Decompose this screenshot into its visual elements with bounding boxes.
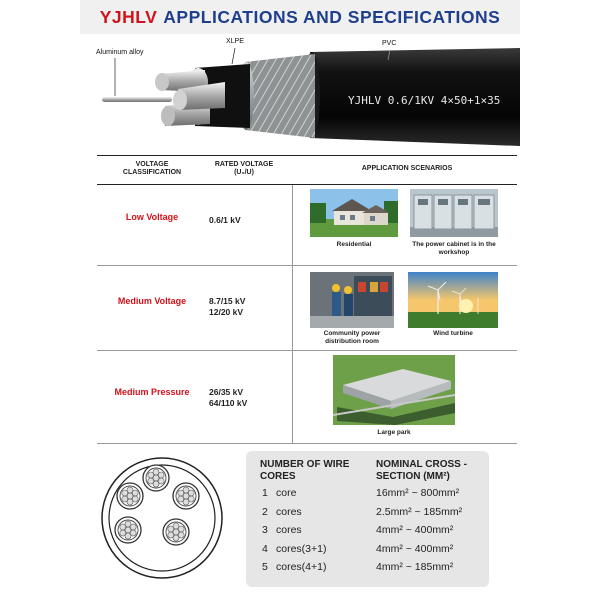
- spec-row-range: 16mm² ~ 800mm²: [376, 487, 460, 499]
- spec-row-number: 5: [262, 561, 268, 573]
- spec-row-range: 4mm² ~ 400mm²: [376, 542, 454, 555]
- rated-voltage-pressure-2: 64/110 kV: [209, 398, 248, 408]
- cross-section-header: NOMINAL CROSS -SECTION (MM²): [376, 459, 467, 482]
- table-header: [97, 155, 517, 185]
- table-row: [97, 185, 517, 266]
- voltage-classification-header: VOLTAGE CLASSIFICATION: [122, 161, 182, 176]
- cable-print-text: YJHLV 0.6/1KV 4×50+1×35: [348, 94, 501, 107]
- residential-photo: [310, 189, 398, 237]
- caption-residential: Residential: [336, 241, 372, 248]
- spec-row-range: 4mm² ~ 400mm²: [376, 524, 454, 536]
- spec-row-number: 3: [262, 524, 268, 536]
- cores-header: NUMBER OF WIRE CORES: [260, 459, 350, 482]
- rated-voltage-low: 0.6/1 kV: [209, 215, 241, 225]
- caption-large-park: Large park: [377, 429, 411, 436]
- spec-row-range: 4mm² ~ 185mm²: [376, 561, 454, 573]
- xlpe-label: XLPE: [226, 38, 244, 45]
- cross-section-icon: [100, 450, 228, 591]
- rated-voltage-pressure-1: 26/35 kV: [209, 387, 244, 397]
- brand-title: YJHLV: [99, 6, 158, 27]
- voltage-class-medium: Medium Voltage: [117, 296, 187, 306]
- power-cabinet-photo: [410, 189, 498, 237]
- spec-row-number: 2: [262, 505, 268, 518]
- table-row: [97, 351, 517, 444]
- spec-row-number: 1: [262, 487, 268, 499]
- spec-row-cores: core: [276, 487, 297, 499]
- application-table: [97, 155, 517, 444]
- spec-row-range: 2.5mm² ~ 185mm²: [376, 505, 463, 518]
- spec-row-cores: cores: [276, 505, 302, 518]
- rated-voltage-medium-1: 8.7/15 kV: [209, 296, 246, 306]
- table-row: [97, 266, 517, 351]
- large-park-photo: [333, 355, 455, 425]
- specification-box: [246, 451, 489, 587]
- spec-row-cores: cores(4+1): [276, 561, 327, 573]
- spec-row-number: 4: [262, 542, 268, 555]
- caption-power-cabinet: The power cabinet is in the workshop: [412, 241, 496, 256]
- cable-illustration: [80, 34, 520, 154]
- pvc-label: PVC: [382, 40, 397, 47]
- rated-voltage-header: RATED VOLTAGE (U₀/U): [214, 161, 274, 176]
- page-title: APPLICATIONS AND SPECIFICATIONS: [163, 6, 501, 27]
- wind-turbine-photo: [408, 272, 498, 328]
- distribution-room-photo: [310, 272, 394, 328]
- voltage-class-low: Low Voltage: [125, 212, 179, 222]
- application-header: APPLICATION SCENARIOS: [361, 165, 453, 172]
- spec-row-cores: cores: [276, 524, 302, 536]
- voltage-class-pressure: Medium Pressure: [114, 387, 190, 397]
- page-header: [80, 0, 520, 34]
- caption-distribution-room: Community power distribution room: [323, 330, 381, 345]
- rated-voltage-medium-2: 12/20 kV: [209, 307, 244, 317]
- spec-row-cores: cores(3+1): [276, 542, 327, 555]
- aluminum-alloy-label: Aluminum alloy: [96, 49, 144, 56]
- caption-wind-turbine: Wind turbine: [433, 330, 473, 337]
